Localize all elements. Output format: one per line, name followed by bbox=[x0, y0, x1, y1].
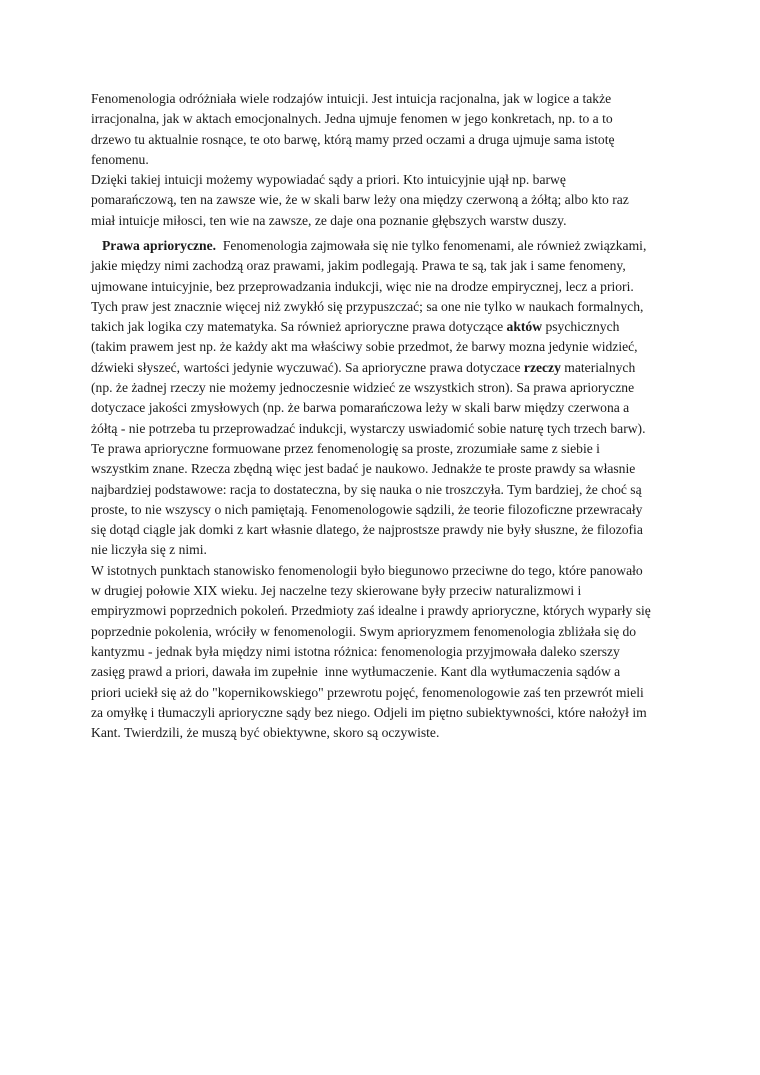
paragraph-3-line: Te prawa aprioryczne formuowane przez fenomenologię sa proste, zrozumiałe same z siebie i bbox=[91, 440, 600, 456]
paragraph-4-line: zasięg prawd a priori, dawała im zupełnie inne wytłumaczenie. Kant dla wytłumaczenia sądów a bbox=[91, 664, 621, 680]
paragraph-1-line-3: drzewo tu aktualnie rosnące, te oto barwę, którą mamy przed oczami a druga ujmuje sama istotę bbox=[91, 131, 615, 147]
heading-line-rest: Fenomenologia zajmowała się nie tylko fenomenami, ale również związkami, bbox=[216, 238, 647, 253]
paragraph-4-line: empiryzmowi poprzednich pokoleń. Przedmioty zaś idealne i prawdy aprioryczne, których wyparły się bbox=[91, 603, 651, 619]
akty-bold-term: aktów bbox=[506, 319, 543, 335]
paragraph-4-line: poprzednie pokolenia, wróciły w fenomenologii. Swym aprioryzmem fenomenologia zbliżała się do bbox=[91, 623, 637, 639]
paragraph-3-line-rzeczy bbox=[91, 358, 671, 378]
paragraph-3-line: (np. że żadnej rzeczy nie możemy jednoczesnie widzieć ze wszystkich stron). Sa prawa aprioryczne bbox=[91, 380, 635, 396]
paragraph-3-line: się dotąd ciągle jak domki z kart własnie dlatego, że najprostsze prawdy nie były słuszne, że filozofia bbox=[91, 522, 643, 538]
paragraph-3-line: wszystkim znane. Rzecza zbędną więc jest badać je naukowo. Jednakże te proste prawdy sa własnie bbox=[91, 461, 636, 477]
section-heading-line bbox=[91, 236, 671, 256]
paragraph-1-line-1: Fenomenologia odróżniała wiele rodzajów intuicji. Jest intuicja racjonalna, jak w logice a także bbox=[91, 91, 612, 106]
paragraph-2-line-3: miał intuicje miłosci, ten wie na zawsze, ze daje ona poznanie głębszych warstw duszy. bbox=[91, 212, 567, 228]
paragraph-3-line: jakie między nimi zachodzą oraz prawami, jakim podlegają. Prawa te są, tak jak i same fenomeny, bbox=[91, 258, 626, 274]
paragraph-1-line-2: irracjonalna, jak w aktach emocjonalnych. Jedna ujmuje fenomen w jego konkretach, np. to a to bbox=[91, 111, 613, 127]
paragraph-4-line: kantyzmu - jednak była między nimi istotna różnica: fenomenologia przyjmowała daleko szerszy bbox=[91, 643, 620, 659]
paragraph-3-line: dotyczace jakości zmysłowych (np. że barwa pomarańczowa leży w skali barw między czerwona a bbox=[91, 400, 630, 416]
paragraph-4-line: W istotnych punktach stanowisko fenomenologii było biegunowo przeciwne do tego, które panowało bbox=[91, 562, 643, 578]
paragraph-4-line: priori uciekł się aż do "kopernikowskiego" przewrotu pojęć, fenomenologowie zaś ten przewrót mieli bbox=[91, 684, 644, 700]
rzeczy-bold-term: rzeczy bbox=[523, 359, 561, 375]
paragraph-3-line: Tych praw jest znacznie więcej niż zwykłó się przypuszczać; sa one nie tylko w naukach formalnych, bbox=[91, 298, 644, 314]
section-heading: Prawa aprioryczne. bbox=[102, 238, 217, 253]
paragraph-3-line: nie liczyła się z nimi. bbox=[91, 542, 207, 558]
paragraph-3-line: najbardziej podstawowe: racja to dostateczna, by się nauka o nie troszczyła. Tym bardziej, że choć są bbox=[91, 481, 642, 497]
paragraph-4-line: Kant. Twierdzili, że muszą być obiektywne, skoro są oczywiste. bbox=[91, 725, 440, 741]
akty-before: takich jak logika czy matematyka. Sa również aprioryczne prawa dotyczące bbox=[91, 319, 507, 335]
rzeczy-after: materialnych bbox=[560, 359, 636, 375]
akty-after: psychicznych bbox=[542, 319, 620, 335]
paragraph-4-line: w drugiej połowie XIX wieku. Jej naczelne tezy skierowane były przeciw naturalizmowi i bbox=[91, 583, 582, 599]
paragraph-3-line: żółtą - nie potrzeba tu przeprowadzać indukcji, wystarczy uswiadomić sobie naturę tych trzech barw). bbox=[91, 420, 646, 436]
paragraph-3-line: (takim prawem jest np. że każdy akt ma właściwy sobie przedmot, że barwy mozna jedynie widzieć, bbox=[91, 339, 638, 355]
paragraph-4-line: za omyłkę i tłumaczyli aprioryczne sądy bez niego. Odjeli im piętno subiektywności, które nałożył im bbox=[91, 704, 647, 720]
paragraph-2-line-1: Dzięki takiej intuicji możemy wypowiadać sądy a priori. Kto intuicyjnie ujął np. barwę bbox=[91, 172, 566, 188]
rzeczy-before: dźwieki słyszeć, wartości jedynie wyczuwać). Sa aprioryczne prawa dotyczace bbox=[91, 359, 524, 375]
paragraph-1-line-4: fenomenu. bbox=[91, 151, 149, 167]
paragraph-3-line: ujmowane intuicyjnie, bez przeprowadzania indukcji, więc nie na drodze empirycznej, lecz a priori. bbox=[91, 278, 634, 294]
paragraph-3-line-akty bbox=[91, 317, 671, 337]
paragraph-3-line: proste, to nie wszyscy o nich pamiętają. Fenomenologowie sądzili, że teorie filozoficzne przewracały bbox=[91, 501, 643, 517]
intro-text-block bbox=[91, 89, 671, 231]
main-text-block bbox=[91, 236, 671, 743]
paragraph-2-line-2: pomarańczową, ten na zawsze wie, że w skali barw leży ona między czerwoną a żółtą; albo kto raz bbox=[91, 192, 629, 208]
